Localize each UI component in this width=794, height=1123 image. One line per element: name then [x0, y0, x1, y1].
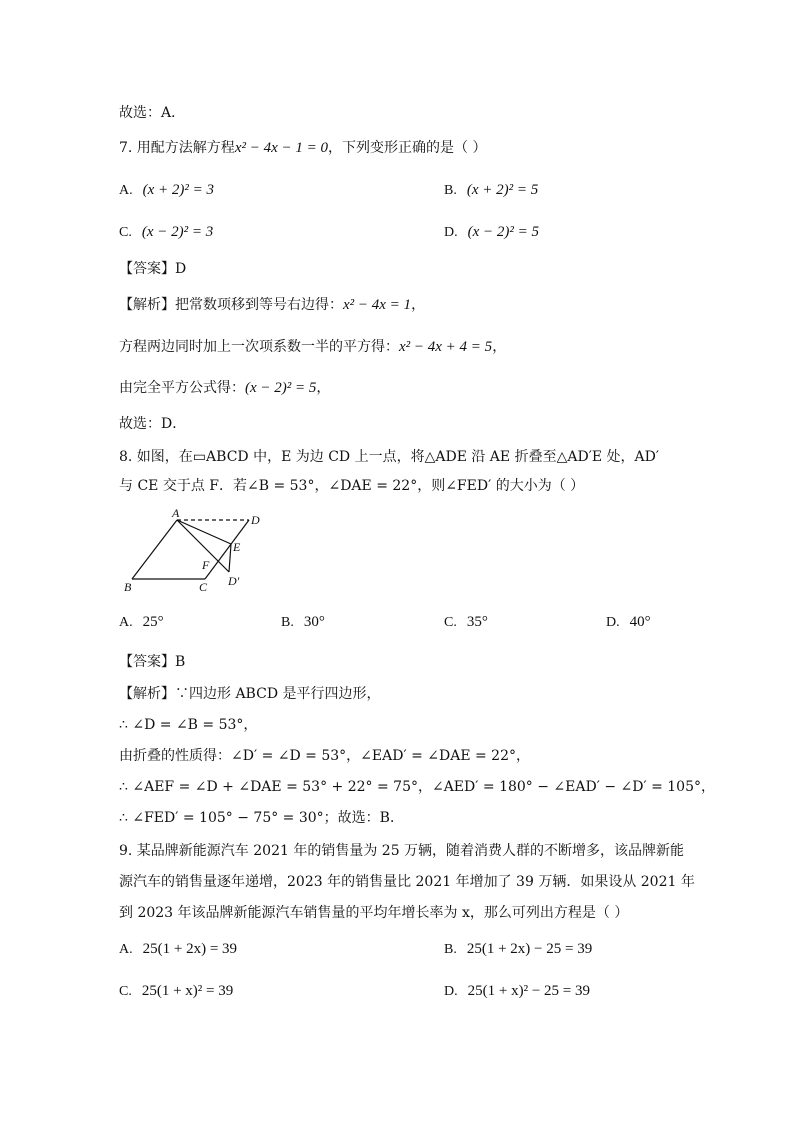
option-label: B.: [281, 615, 294, 630]
q8-option-a: [119, 612, 164, 633]
option-label: C.: [444, 615, 457, 630]
q9-stem-line-1: 9. 某品牌新能源汽车 2021 年的销售量为 25 万辆，随着消费人群的不断增多，该品牌新能: [119, 843, 685, 859]
option-label: A.: [119, 183, 133, 198]
label-e: E: [233, 540, 241, 554]
option-label: D.: [444, 225, 458, 240]
q9-option-c: [119, 981, 233, 1002]
segment-ed-prime: [229, 544, 231, 572]
label-d-prime: D′: [228, 574, 240, 588]
q9-stem-line-3: 到 2023 年该品牌新能源汽车销售量的平均年增长率为 x，那么可列出方程是（ ）: [119, 905, 629, 921]
label-f: F: [202, 558, 210, 572]
label-a: A: [172, 506, 180, 520]
q8-option-d: [606, 612, 651, 633]
option-label: A.: [119, 942, 133, 957]
q7-stem-prefix: 7. 用配方法解方程: [119, 140, 235, 156]
q8-analysis-line-5: ∴ ∠FED′ = 105° − 75° = 30°；故选：B．: [119, 810, 404, 826]
option-value: (x − 2)² = 5: [467, 224, 540, 240]
option-value: 25(1 + x)² − 25 = 39: [467, 983, 590, 999]
analysis-end: ，: [316, 380, 331, 396]
q8-option-b: [281, 612, 325, 633]
analysis-end: ，: [492, 339, 507, 355]
q7-option-c: [119, 222, 213, 243]
q6-conclusion: 故选：A．: [119, 105, 186, 121]
option-value: 25(1 + 2x) − 25 = 39: [466, 941, 593, 957]
option-label: B.: [444, 942, 457, 957]
option-label: D.: [444, 984, 458, 999]
q9-option-d: [444, 981, 590, 1002]
option-label: C.: [119, 984, 132, 999]
q8-stem-line-2: 与 CE 交于点 F．若∠B = 53°，∠DAE = 22°，则∠FED′ 的大小为（ ）: [119, 478, 585, 494]
label-d: D: [251, 513, 260, 527]
analysis-equation: x² − 4x = 1: [343, 297, 412, 313]
q8-parallelogram-figure: [118, 505, 278, 597]
segment-ae: [177, 520, 231, 544]
q8-analysis-line-3: 由折叠的性质得：∠D′ = ∠D = 53°，∠EAD′ = ∠DAE = 22°，: [119, 748, 530, 764]
q8-analysis-line-4: ∴ ∠AEF = ∠D + ∠DAE = 53° + 22° = 75°，∠AED′ = 180° − ∠EAD′ − ∠D′ = 105°，: [119, 779, 715, 795]
option-value: (x − 2)² = 3: [141, 224, 214, 240]
q9-option-b: [444, 939, 592, 960]
option-label: D.: [606, 615, 620, 630]
q8-answer: 【答案】B: [119, 654, 186, 670]
option-value: 30°: [303, 614, 325, 630]
option-value: 40°: [629, 614, 651, 630]
analysis-equation: (x − 2)² = 5: [245, 380, 317, 396]
q7-stem-suffix: ，下列变形正确的是（ ）: [328, 140, 487, 156]
option-value: (x + 2)² = 5: [466, 182, 539, 198]
label-b: B: [124, 580, 132, 594]
label-c: C: [199, 580, 208, 594]
q7-option-b: [444, 180, 538, 201]
analysis-equation: x² − 4x + 4 = 5: [399, 339, 493, 355]
segment-ab: [132, 520, 177, 579]
option-value: 25(1 + 2x) = 39: [142, 941, 238, 957]
q7-analysis-line-3: [119, 378, 330, 398]
option-value: 25°: [142, 614, 164, 630]
analysis-text: 由完全平方公式得：: [119, 380, 245, 396]
q8-analysis-line-1: 【解析】∵四边形 ABCD 是平行四边形，: [119, 686, 381, 702]
option-label: A.: [119, 615, 133, 630]
analysis-text: 方程两边同时加上一次项系数一半的平方得：: [119, 339, 399, 355]
q7-stem: [119, 138, 486, 158]
option-label: B.: [444, 183, 457, 198]
q7-option-d: [444, 222, 539, 243]
option-value: (x + 2)² = 3: [142, 182, 215, 198]
q7-answer: 【答案】D: [119, 261, 187, 277]
q9-option-a: [119, 939, 237, 960]
q7-stem-equation: x² − 4x − 1 = 0: [234, 140, 328, 156]
q7-analysis-line-2: [119, 337, 506, 357]
q7-analysis-line-1: [119, 295, 425, 315]
option-value: 35°: [466, 614, 488, 630]
q8-option-c: [444, 612, 488, 633]
q9-stem-line-2: 源汽车的销售量逐年递增，2023 年的销售量比 2021 年增加了 39 万辆．如果设从 2021 年: [119, 874, 695, 890]
option-label: C.: [119, 225, 132, 240]
analysis-end: ，: [411, 297, 426, 313]
q7-conclusion: 故选：D．: [119, 416, 187, 432]
q8-analysis-line-2: ∴ ∠D = ∠B = 53°，: [119, 717, 258, 733]
option-value: 25(1 + x)² = 39: [141, 983, 234, 999]
q7-option-a: [119, 180, 214, 201]
q8-stem-line-1: 8. 如图，在▭ABCD 中，E 为边 CD 上一点，将△ADE 沿 AE 折叠至△AD′E 处，AD′: [119, 449, 660, 465]
analysis-text: 【解析】把常数项移到等号右边得：: [119, 297, 343, 313]
